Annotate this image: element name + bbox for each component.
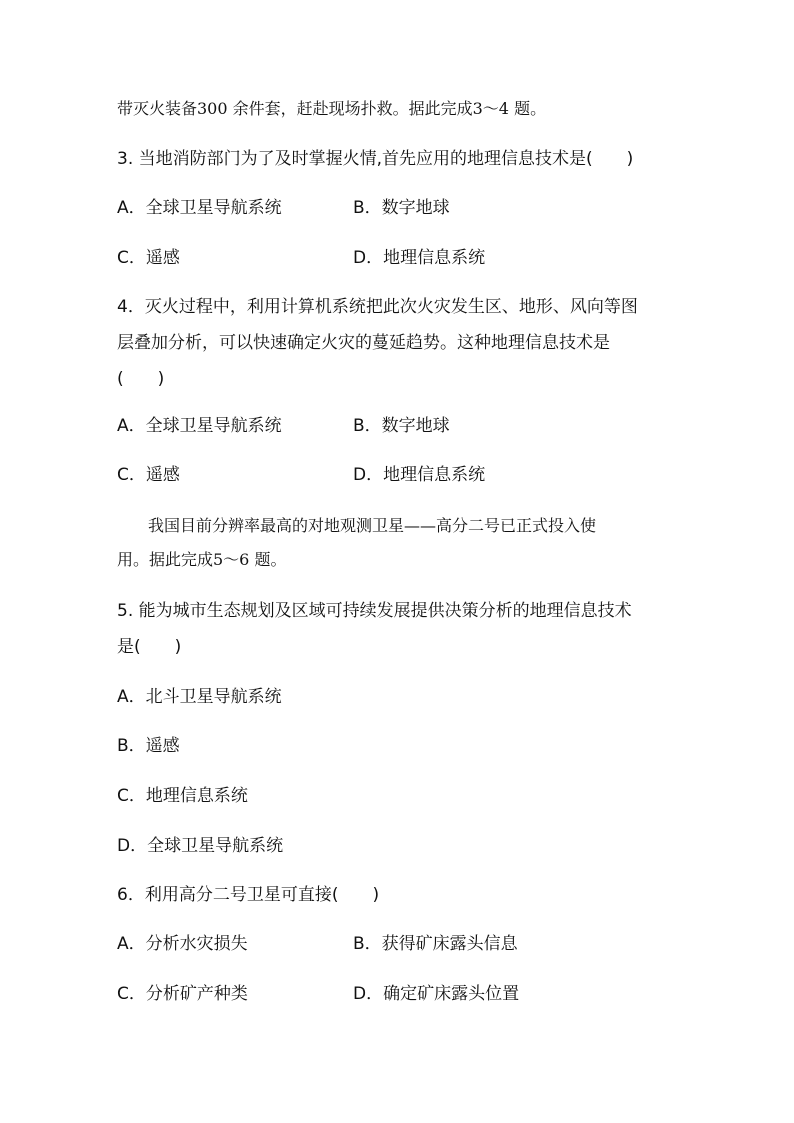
- question-5-stem-line2: 是( ): [117, 637, 182, 657]
- question-5-option-a: A．北斗卫星导航系统: [117, 687, 282, 707]
- passage1-tail: 带灭火装备300 余件套，赶赴现场扑救。据此完成3～4 题。: [117, 99, 547, 118]
- question-4-option-a: A．全球卫星导航系统: [117, 416, 282, 436]
- question-4-stem-line3: ( ): [117, 369, 165, 389]
- question-5-stem-line1: 5. 能为城市生态规划及区域可持续发展提供决策分析的地理信息技术: [117, 601, 632, 621]
- question-6-option-b: B．获得矿床露头信息: [353, 934, 518, 954]
- question-3-option-c: C．遥感: [117, 248, 180, 268]
- question-4-option-d: D．地理信息系统: [353, 465, 486, 485]
- question-3-option-d: D．地理信息系统: [353, 248, 486, 268]
- question-3-option-b: B．数字地球: [353, 198, 450, 218]
- question-5-option-c: C．地理信息系统: [117, 786, 248, 806]
- question-6-option-d: D．确定矿床露头位置: [353, 984, 520, 1004]
- passage2-line2: 用。据此完成5～6 题。: [117, 550, 287, 569]
- question-3-stem: 3. 当地消防部门为了及时掌握火情,首先应用的地理信息技术是( ): [117, 149, 634, 169]
- question-5-option-d: D．全球卫星导航系统: [117, 836, 284, 856]
- question-4-stem-line1: 4．灭火过程中，利用计算机系统把此次火灾发生区、地形、风向等图: [117, 297, 638, 317]
- question-6-option-a: A．分析水灾损失: [117, 934, 248, 954]
- passage2-line1: 我国目前分辨率最高的对地观测卫星——高分二号已正式投入使: [148, 516, 597, 535]
- question-5-option-b: B．遥感: [117, 736, 180, 756]
- question-4-stem-line2: 层叠加分析，可以快速确定火灾的蔓延趋势。这种地理信息技术是: [117, 333, 610, 353]
- question-6-option-c: C．分析矿产种类: [117, 984, 248, 1004]
- question-3-option-a: A．全球卫星导航系统: [117, 198, 282, 218]
- question-6-stem: 6．利用高分二号卫星可直接( ): [117, 885, 380, 905]
- question-4-option-b: B．数字地球: [353, 416, 450, 436]
- question-4-option-c: C．遥感: [117, 465, 180, 485]
